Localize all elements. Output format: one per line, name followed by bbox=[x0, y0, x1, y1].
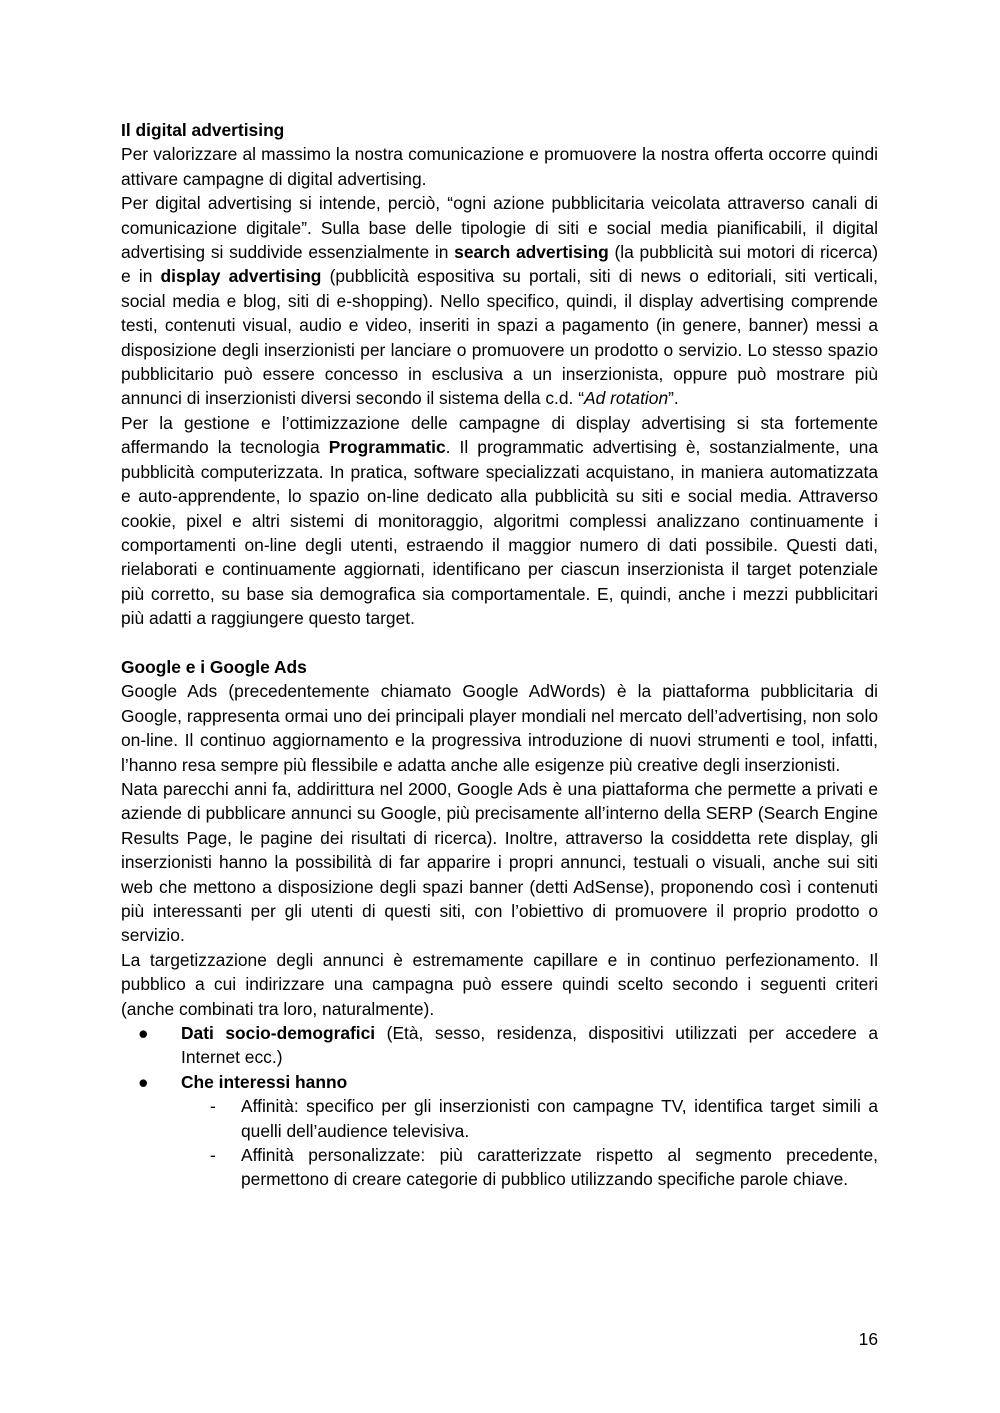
paragraph-intro: Per valorizzare al massimo la nostra comunicazione e promuovere la nostra offerta occorre quindi attivare campagne di digital advertising. bbox=[121, 144, 878, 189]
list-item-text: (Età, sesso, residenza, dispositivi utilizzati per accedere a Internet ecc.) bbox=[181, 1023, 879, 1068]
bullet-marker: ● bbox=[138, 1071, 149, 1092]
page-number: 16 bbox=[858, 1329, 878, 1349]
list-item bbox=[121, 1021, 878, 1070]
dash-marker: - bbox=[210, 1145, 216, 1166]
paragraph-google-ads-history: Nata parecchi anni fa, addirittura nel 2000, Google Ads è una piattaforma che permette a privati e aziende di pubblicare annunci su Google, più precisamente all’interno della SERP (Search Engine Results Page, le pagine dei risultati di ricerca). Inoltre, attraverso la cosiddetta rete display, gli inserzionisti hanno la possibilità di far apparire i propri annunci, testuali o visuali, anche sui siti web che mettono a disposizione degli spazi banner (detti AdSense), proponendo così i contenuti più interessanti per gli utenti di questi siti, con l’obiettivo di promuovere il proprio prodotto o servizio. bbox=[121, 778, 878, 946]
list-item bbox=[121, 1070, 878, 1192]
sublist-item-text: Affinità personalizzate: più caratterizzate rispetto al segmento precedente, permettono di creare categorie di pubblico utilizzando specifiche parole chiave. bbox=[241, 1145, 878, 1190]
italic-term-ad-rotation: Ad rotation bbox=[584, 388, 669, 409]
list-item-title: Che interessi hanno bbox=[181, 1071, 348, 1092]
paragraph-spacer bbox=[121, 631, 878, 655]
text-run: ”. bbox=[668, 388, 679, 409]
bold-term-display-advertising: display advertising bbox=[160, 266, 322, 287]
section-heading-google-ads: Google e i Google Ads bbox=[121, 656, 307, 677]
text-run: . Il programmatic advertising è, sostanzialmente, una pubblicità computerizzata. In pratica, software specializzati acquistano, in maniera automatizzata e auto-apprendente, lo spazio on-line dedicato alla pubblicità su siti e social media. Attraverso cookie, pixel e altri sistemi di monitoraggio, algoritmi complessi analizzano continuamente i comportamenti on-line degli utenti, estraendo il maggior numero di dati possibile. Questi dati, rielaborati e continuamente aggiornati, identificano per ciascun inserzionista il target potenziale più corretto, su base sia demografica sia comportamentale. E, quindi, anche i mezzi pubblicitari più adatti a raggiungere questo target. bbox=[121, 437, 878, 629]
text-run: Per la gestione e l’ottimizzazione delle campagne di display advertising si sta fortemente affermando la tecnologia bbox=[121, 412, 878, 458]
paragraph-google-ads-overview: Google Ads (precedentemente chiamato Google AdWords) è la piattaforma pubblicitaria di Google, rappresenta ormai uno dei principali player mondiali nel mercato dell’advertising, non solo on-line. Il continuo aggiornamento e la progressiva introduzione di nuovi strumenti e tool, infatti, l’hanno resa sempre più flessibile e adatta anche alle esigenze più creative degli inserzionisti. bbox=[121, 681, 878, 775]
dash-marker: - bbox=[210, 1096, 216, 1117]
bold-term-programmatic: Programmatic bbox=[328, 437, 446, 458]
sublist-item-text: Affinità: specifico per gli inserzionisti con campagne TV, identifica target simili a quelli dell’audience televisiva. bbox=[241, 1096, 878, 1141]
list-item-title: Dati socio-demografici bbox=[181, 1023, 376, 1044]
bullet-marker: ● bbox=[138, 1023, 149, 1044]
criteria-list bbox=[121, 1021, 878, 1192]
text-run: (la pubblicità sui motori di ricerca) e in bbox=[121, 242, 878, 287]
sublist-item bbox=[181, 1143, 878, 1192]
bold-term-search-advertising: search advertising bbox=[454, 242, 609, 263]
text-run: (pubblicità espositiva su portali, siti di news o editoriali, siti verticali, social media e blog, siti di e-shopping). Nello specifico, quindi, il display advertising comprende testi, contenuti visual, audio e video, inseriti in spazi a pagamento (in genere, banner) messi a disposizione degli inserzionisti per lanciare o promuovere un prodotto o servizio. Lo stesso spazio pubblicitario può essere concesso in esclusiva a un inserzionista, oppure può mostrare più annunci di inserzionisti diversi secondo il sistema della c.d. “ bbox=[121, 266, 878, 409]
interests-sublist bbox=[181, 1094, 878, 1192]
paragraph-targeting: La targetizzazione degli annunci è estremamente capillare e in continuo perfezionamento. Il pubblico a cui indirizzare una campagna può essere quindi scelto secondo i seguenti criteri (anche combinati tra loro, naturalmente). bbox=[121, 949, 878, 1019]
paragraph-programmatic bbox=[121, 411, 878, 631]
text-run: Per digital advertising si intende, perciò, “ogni azione pubblicitaria veicolata attraverso canali di comunicazione digitale”. Sulla base delle tipologie di siti e social media pianificabili, il digital advertising si suddivide essenzialmente in bbox=[121, 193, 878, 263]
paragraph-digital-advertising-definition bbox=[121, 191, 878, 411]
document-page bbox=[121, 118, 878, 1192]
section-heading-digital-advertising: Il digital advertising bbox=[121, 120, 285, 140]
sublist-item bbox=[181, 1094, 878, 1143]
